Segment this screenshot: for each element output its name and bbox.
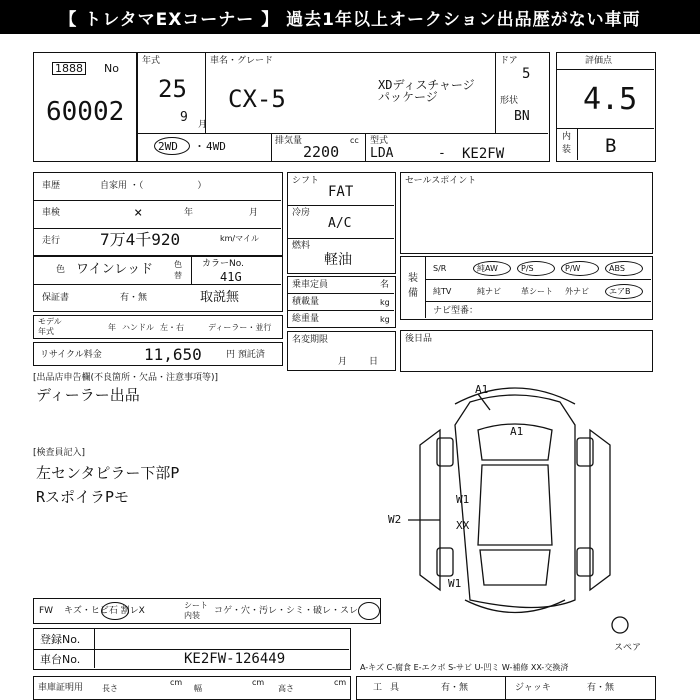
cert-width-unit: cm — [252, 678, 265, 687]
doors-label: ドア — [500, 56, 518, 66]
tools-label: 工具 — [373, 683, 408, 693]
model-change-label-2: 年式 — [38, 327, 54, 336]
jack-value: 有・無 — [587, 683, 615, 693]
colorno-label: カラーNo. — [202, 259, 244, 269]
car-grade: XDディスチャージ パッケージ — [378, 78, 475, 104]
year-value: 25 — [158, 75, 187, 103]
reg-label: 登録No. — [40, 633, 81, 646]
warranty-label: 保証書 — [42, 293, 70, 303]
model-dash: - — [438, 146, 446, 161]
cert-width: 幅 — [194, 684, 202, 693]
fuel-label: 燃料 — [292, 241, 311, 251]
inspection-month: 月 — [249, 208, 259, 218]
recycle-label: リサイクル料金 — [40, 350, 102, 360]
declaration-text: ディーラー出品 — [36, 386, 140, 404]
gross-unit: kg — [380, 315, 390, 324]
header-title: 【 トレタマEXコーナー 】 過去1年以上オークション出品歴がない車両 — [59, 9, 641, 30]
inspector-line-2: RスポイラPモ — [36, 488, 130, 506]
color-change-bottom: 替 — [174, 271, 182, 280]
shape-value: BN — [514, 109, 530, 124]
cert-height: 高さ — [278, 684, 294, 693]
shift-value: FAT — [328, 184, 354, 200]
tools-value: 有・無 — [441, 683, 469, 693]
handle-label: ハンドル — [122, 323, 154, 332]
declaration-label: [出品店申告欄(不良箇所・欠品・注意事項等)] — [33, 373, 219, 383]
model-prefix: LDA — [370, 146, 394, 161]
deadline-unit: 月日 — [338, 357, 401, 367]
navi-label: ナビ型番： — [433, 306, 479, 316]
car-name: CX-5 — [228, 85, 286, 113]
equipment-item: P/W — [565, 264, 581, 273]
warranty-note: 取説無 — [200, 290, 240, 305]
doors-value: 5 — [522, 66, 531, 82]
inspection-label: 車検 — [42, 208, 61, 218]
month-value: 9 — [180, 110, 188, 125]
seat-items: コゲ・穴・汚レ・シミ・破レ・スレ — [214, 606, 359, 616]
lot-number: 60002 — [46, 97, 125, 127]
equipment-item: 純TV — [433, 287, 452, 296]
capacity-label: 乗車定員 — [292, 280, 329, 290]
fw-items: キズ・ヒビ石 割レX — [64, 606, 145, 616]
dealer-label: ディーラー・並行 — [208, 323, 272, 332]
seat-circle — [358, 602, 380, 620]
damage-xx: XX — [456, 519, 470, 532]
mileage-value: 7万4千920 — [100, 230, 181, 249]
cert-length-unit: cm — [170, 678, 183, 687]
inspection-year: 年 — [184, 208, 194, 218]
name-label: 車名・グレード — [210, 56, 274, 66]
inspection-value: × — [134, 205, 143, 221]
month-unit: 月 — [198, 120, 208, 130]
colorno-value: 41G — [220, 270, 242, 284]
color-change-top: 色 — [174, 260, 182, 269]
model-year-unit: 年 — [108, 323, 116, 332]
sales-label: セールスポイント — [405, 176, 477, 186]
load-unit: kg — [380, 298, 390, 307]
fuel-value: 軽油 — [324, 252, 352, 268]
recycle-unit: 円 預託済 — [226, 350, 265, 360]
history-label: 車歴 — [42, 181, 61, 191]
displacement-label: 排気量 — [275, 136, 303, 146]
damage-line-a1 — [478, 394, 490, 410]
color-value: ワインレッド — [76, 262, 154, 277]
spare-label: スペア — [614, 643, 642, 653]
ac-label: 冷房 — [292, 208, 311, 218]
damage-a1-mid: A1 — [510, 425, 524, 438]
lot-no-label: No — [104, 62, 119, 75]
seat-label-1: シート — [184, 601, 208, 610]
model-value: KE2FW — [462, 146, 505, 162]
cert-box — [33, 676, 351, 700]
gross-label: 総重量 — [292, 314, 320, 324]
equipment-item: S/R — [433, 264, 447, 273]
cert-height-unit: cm — [334, 678, 347, 687]
inspector-label: [検査員記入] — [33, 448, 86, 458]
history-value: 自家用 ・（ ） — [100, 181, 207, 191]
score-label: 評価点 — [585, 56, 613, 66]
equipment-item: エアB — [609, 287, 631, 296]
load-label: 積載量 — [292, 297, 320, 307]
damage-w1-left: W1 — [456, 493, 470, 506]
fw-circle — [101, 602, 129, 620]
deadline-label: 名変期限 — [292, 335, 329, 345]
chassis-value: KE2FW-126449 — [184, 651, 286, 667]
handle-value: 左・右 — [160, 323, 184, 332]
mileage-unit: km/マイル — [220, 234, 259, 243]
interior-label-top: 内 — [562, 132, 572, 142]
damage-w1-bottom: W1 — [448, 577, 462, 590]
seat-label-2: 内装 — [184, 611, 200, 620]
interior-label-bottom: 装 — [562, 145, 572, 155]
cert-label: 車庫証明用 — [38, 683, 84, 693]
inspector-line-1: 左センタピラー下部P — [36, 464, 180, 482]
drive-4wd: 4WD — [206, 140, 226, 153]
cert-length: 長さ — [102, 684, 118, 693]
displacement-unit: cc — [350, 136, 359, 145]
equipment-item: 純ナビ — [477, 287, 501, 296]
equipment-item: ABS — [609, 264, 625, 273]
mileage-label: 走行 — [42, 236, 61, 246]
fw-label: FW — [39, 606, 54, 616]
shift-label: シフト — [292, 176, 320, 186]
reg-box — [33, 628, 351, 670]
equipment-item: 純AW — [477, 264, 498, 273]
fw-box — [33, 598, 381, 624]
interior-value: B — [605, 135, 617, 157]
equipment-item: 外ナビ — [565, 287, 589, 296]
damage-legend: A-キズ C-腐食 E-エクボ S-サビ U-凹ミ W-補修 XX-交換済 — [360, 663, 569, 672]
equipment-item: 革シート — [521, 287, 553, 296]
equipment-label: 装備 — [408, 273, 418, 299]
recycle-value: 11,650 — [144, 345, 202, 364]
shape-label: 形状 — [500, 96, 519, 106]
equipment-item: P/S — [521, 264, 534, 273]
drive-dot: ・ — [194, 140, 205, 153]
color-label: 色 — [56, 265, 66, 275]
model-label: 型式 — [370, 136, 389, 146]
score-value: 4.5 — [583, 82, 638, 117]
warranty-value: 有・無 — [120, 293, 148, 303]
after-label: 後日品 — [405, 334, 433, 344]
car-rear-window — [480, 550, 550, 585]
damage-a1-top: A1 — [475, 383, 489, 396]
capacity-unit: 名 — [380, 280, 390, 290]
car-cabin — [478, 465, 552, 545]
model-change-label-1: モデル — [38, 317, 62, 326]
jack-label: ジャッキ — [515, 683, 551, 693]
damage-w2: W2 — [388, 513, 402, 526]
year-label: 年式 — [142, 56, 161, 66]
lot-small-number: 1888 — [52, 62, 86, 75]
tools-box — [356, 676, 656, 700]
drive-2wd: 2WD — [158, 140, 178, 153]
chassis-label: 車台No. — [40, 653, 81, 666]
spare-tire — [612, 617, 628, 633]
ac-value: A/C — [328, 216, 352, 231]
displacement-value: 2200 — [303, 143, 340, 161]
